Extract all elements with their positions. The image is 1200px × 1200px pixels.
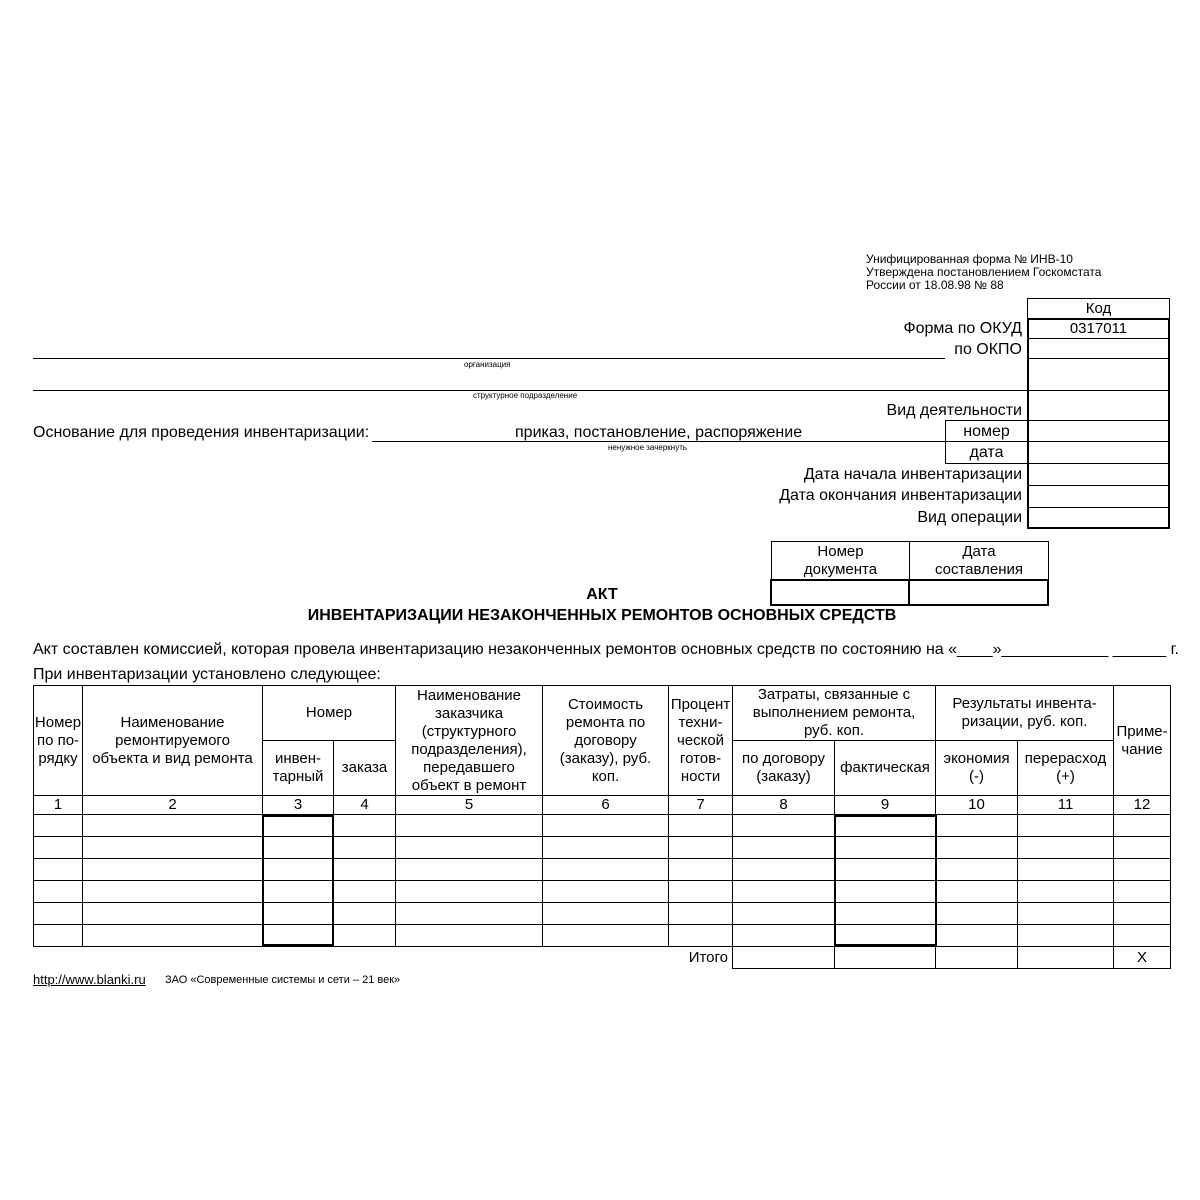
basis-caption: ненужное зачеркнуть: [608, 443, 688, 452]
table-cell[interactable]: [334, 881, 396, 903]
col-num: 8: [733, 796, 835, 815]
table-cell[interactable]: [733, 925, 835, 947]
table-cell[interactable]: [396, 925, 543, 947]
table-cell[interactable]: [396, 881, 543, 903]
table-cell[interactable]: [1114, 903, 1171, 925]
doc-number-label-2: документа: [803, 560, 878, 578]
total-cell[interactable]: [936, 947, 1018, 969]
table-cell[interactable]: [733, 859, 835, 881]
table-cell[interactable]: [733, 903, 835, 925]
th-actual: фактическая: [835, 741, 936, 796]
table-cell[interactable]: [1018, 815, 1114, 837]
table-cell[interactable]: [1018, 881, 1114, 903]
doc-subtitle: ИНВЕНТАРИЗАЦИИ НЕЗАКОНЧЕННЫХ РЕМОНТОВ ОСНОВНЫХ СРЕДСТВ: [307, 607, 897, 624]
table-cell[interactable]: [1114, 881, 1171, 903]
table-cell[interactable]: [936, 815, 1018, 837]
col-num: 5: [396, 796, 543, 815]
table-cell[interactable]: [83, 859, 263, 881]
doc-date-field[interactable]: [908, 579, 1049, 606]
table-cell[interactable]: [396, 903, 543, 925]
col-num: 3: [263, 796, 334, 815]
table-row: [34, 903, 1171, 925]
date-start-label: Дата начала инвентаризации: [803, 466, 1022, 483]
th-order: заказа: [334, 741, 396, 796]
table-cell[interactable]: [34, 815, 83, 837]
th-customer: Наименование заказчика (структурного подразделения), передавшего объект в ремонт: [396, 686, 543, 796]
table-cell[interactable]: [1018, 903, 1114, 925]
table-cell[interactable]: [669, 837, 733, 859]
vid-deyat-label: Вид деятельности: [886, 402, 1022, 419]
table-cell[interactable]: [83, 881, 263, 903]
nomer-label: номер: [945, 420, 1028, 442]
col-num: 2: [83, 796, 263, 815]
table-row: [34, 859, 1171, 881]
th-note: Приме-чание: [1114, 686, 1171, 796]
table-cell[interactable]: [83, 815, 263, 837]
table-cell[interactable]: [34, 837, 83, 859]
table-cell[interactable]: [34, 903, 83, 925]
table-cell[interactable]: [396, 859, 543, 881]
table-cell[interactable]: [1114, 837, 1171, 859]
okpo-label: по ОКПО: [954, 341, 1022, 358]
form-header: [866, 253, 1101, 291]
okud-label: Форма по ОКУД: [903, 320, 1022, 337]
table-cell[interactable]: [1018, 859, 1114, 881]
col-num: 9: [835, 796, 936, 815]
table-cell[interactable]: [936, 903, 1018, 925]
footer-url-text[interactable]: http://www.blanki.ru: [33, 972, 146, 987]
th-inventory: инвен-тарный: [263, 741, 334, 796]
table-cell[interactable]: [936, 859, 1018, 881]
table-cell[interactable]: [936, 881, 1018, 903]
table-cell[interactable]: [263, 815, 334, 837]
doc-number-label-1: Номер: [817, 542, 864, 560]
inventory-table: [33, 685, 1171, 969]
total-cell[interactable]: [1018, 947, 1114, 969]
th-number: Номер: [263, 686, 396, 741]
basis-label: Основание для проведения инвентаризации:: [33, 424, 370, 441]
data-label: дата: [945, 441, 1028, 464]
table-cell[interactable]: [835, 925, 936, 947]
th-by-contract: по договору (заказу): [733, 741, 835, 796]
table-cell[interactable]: [334, 859, 396, 881]
table-cell[interactable]: [1018, 925, 1114, 947]
table-cell[interactable]: [835, 815, 936, 837]
th-overspend: перерасход (+): [1018, 741, 1114, 796]
table-cell[interactable]: [1114, 815, 1171, 837]
col-num: 12: [1114, 796, 1171, 815]
date-end-label: Дата окончания инвентаризации: [779, 487, 1022, 504]
vid-oper-label: Вид операции: [917, 509, 1022, 526]
table-cell[interactable]: [936, 837, 1018, 859]
th-percent: Процент техни-ческой готов-ности: [669, 686, 733, 796]
table-cell[interactable]: [835, 837, 936, 859]
table-cell[interactable]: [543, 815, 669, 837]
table-row: [34, 881, 1171, 903]
form-header-line2: Утверждена постановлением Госкомстата: [866, 265, 1102, 279]
col-num: 4: [334, 796, 396, 815]
col-num: 11: [1018, 796, 1114, 815]
table-cell[interactable]: [669, 815, 733, 837]
codes-box: [1027, 318, 1170, 529]
table-cell[interactable]: [83, 925, 263, 947]
doc-number-header: [771, 541, 910, 580]
table-row: [34, 815, 1171, 837]
basis-value: приказ, постановление, распоряжение: [515, 424, 803, 441]
form-header-line1: Унифицированная форма № ИНВ-10: [866, 252, 1073, 266]
table-cell[interactable]: [334, 837, 396, 859]
table-cell[interactable]: [83, 903, 263, 925]
doc-date-label-2: составления: [934, 560, 1024, 578]
table-cell[interactable]: [733, 815, 835, 837]
table-cell[interactable]: [396, 837, 543, 859]
footer-url[interactable]: [33, 973, 146, 986]
table-cell[interactable]: [669, 903, 733, 925]
table-cell[interactable]: [669, 925, 733, 947]
table-cell[interactable]: [334, 903, 396, 925]
th-results: Результаты инвента-ризации, руб. коп.: [936, 686, 1114, 741]
form-header-line3: России от 18.08.98 № 88: [866, 278, 1004, 292]
col-num: 10: [936, 796, 1018, 815]
table-cell[interactable]: [263, 837, 334, 859]
table-cell[interactable]: [543, 859, 669, 881]
table-cell[interactable]: [1114, 859, 1171, 881]
footer-company: ЗАО «Современные системы и сети – 21 век»: [165, 974, 401, 986]
table-cell[interactable]: [1018, 837, 1114, 859]
org-caption: организация: [464, 360, 511, 369]
struct-caption: структурное подразделение: [473, 391, 578, 400]
established-text: При инвентаризации установлено следующее:: [33, 666, 381, 683]
org-line[interactable]: [33, 358, 945, 359]
table-cell[interactable]: [835, 881, 936, 903]
table-cell[interactable]: [733, 881, 835, 903]
table-cell[interactable]: [396, 815, 543, 837]
table-cell[interactable]: [34, 859, 83, 881]
kod-header: Код: [1027, 298, 1170, 319]
x-mark: X: [1114, 947, 1171, 969]
doc-date-label-1: Дата: [962, 542, 996, 560]
th-number-order: Номер по по-рядку: [34, 686, 83, 796]
col-num: 6: [543, 796, 669, 815]
th-cost: Стоимость ремонта по договору (заказу), руб. коп.: [543, 686, 669, 796]
itogo-label: Итого: [34, 947, 733, 969]
doc-date-header: [909, 541, 1049, 580]
total-cell[interactable]: [733, 947, 835, 969]
table-row: [34, 925, 1171, 947]
table-cell[interactable]: [334, 815, 396, 837]
table-cell[interactable]: [543, 903, 669, 925]
table-cell[interactable]: [733, 837, 835, 859]
doc-title: АКТ: [586, 586, 618, 603]
okud-value: 0317011: [1069, 320, 1128, 337]
table-cell[interactable]: [835, 903, 936, 925]
table-cell[interactable]: [263, 925, 334, 947]
total-cell[interactable]: [835, 947, 936, 969]
th-savings: экономия (-): [936, 741, 1018, 796]
col-num: 7: [669, 796, 733, 815]
table-cell[interactable]: [543, 837, 669, 859]
table-cell[interactable]: [263, 881, 334, 903]
table-row: [34, 837, 1171, 859]
table-cell[interactable]: [936, 925, 1018, 947]
table-cell[interactable]: [83, 837, 263, 859]
table-cell[interactable]: [34, 925, 83, 947]
table-cell[interactable]: [835, 859, 936, 881]
table-cell[interactable]: [34, 881, 83, 903]
table-cell[interactable]: [669, 859, 733, 881]
total-row: [34, 947, 1171, 969]
table-cell[interactable]: [263, 903, 334, 925]
th-costs: Затраты, связанные с выполнением ремонта, руб. коп.: [733, 686, 936, 741]
th-object-name: Наименование ремонтируемого объекта и вид ремонта: [83, 686, 263, 796]
basis-line[interactable]: [372, 441, 945, 442]
table-cell[interactable]: [334, 925, 396, 947]
commission-text: Акт составлен комиссией, которая провела инвентаризацию незаконченных ремонтов основных средств по состоянию на «____»____________ ______ г.: [33, 641, 1179, 658]
table-cell[interactable]: [669, 881, 733, 903]
table-cell[interactable]: [1114, 925, 1171, 947]
doc-number-field[interactable]: [770, 579, 910, 606]
table-cell[interactable]: [543, 881, 669, 903]
table-cell[interactable]: [263, 859, 334, 881]
col-num: 1: [34, 796, 83, 815]
table-cell[interactable]: [543, 925, 669, 947]
